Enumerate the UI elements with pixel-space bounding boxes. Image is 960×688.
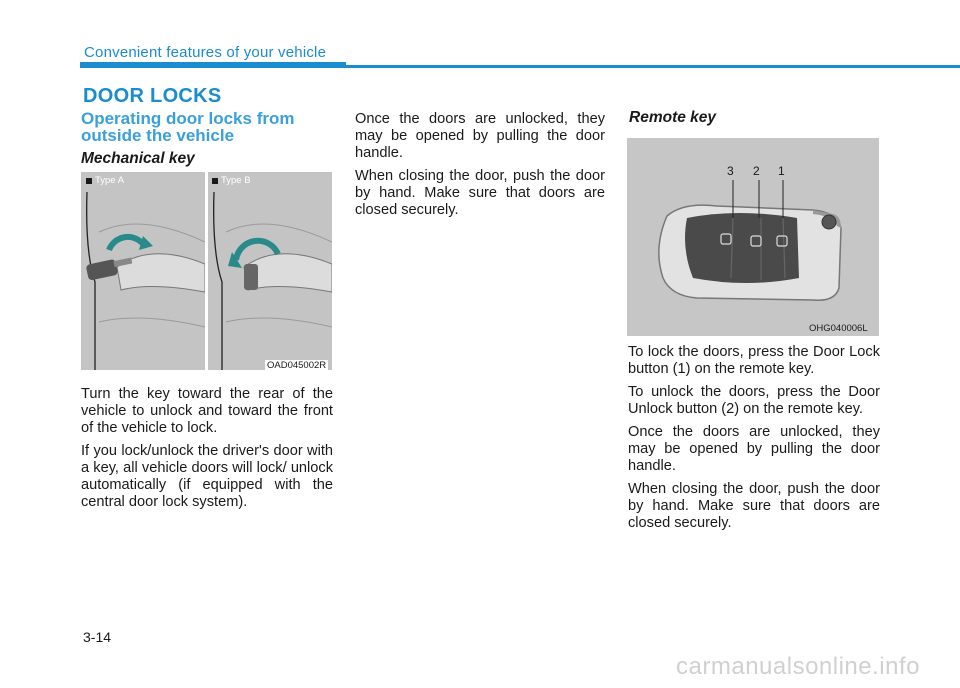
paragraph: To lock the doors, press the Door Lock button (1) on the remote key. [628,344,880,377]
callout-2: 2 [753,164,760,178]
paragraph: Turn the key toward the rear of the vehicle to unlock and toward the front of the vehicle to lock. [81,386,333,436]
paragraph: When closing the door, push the door by hand. Make sure that doors are closed securely. [355,168,605,218]
page-number: 3-14 [83,629,112,645]
door-handle-illustration-b [208,172,332,370]
section-heading: Operating door locks from outside the vehicle [81,109,295,145]
label-bullet-icon [86,178,92,184]
figure-code-mechanical: OAD045002R [267,360,327,371]
page-title: DOOR LOCKS [83,85,222,107]
paragraph: Once the doors are unlocked, they may be opened by pulling the door handle. [628,424,880,474]
header-rule [80,65,960,68]
door-handle-illustration-a [81,172,205,370]
section-header: Convenient features of your vehicle [84,44,327,61]
label-bullet-icon [212,178,218,184]
middle-body-text [355,111,605,225]
right-body-text [628,344,880,538]
figure-label-type-b-text: Type B [221,175,251,186]
remote-key-heading: Remote key [629,109,717,126]
paragraph: If you lock/unlock the driver's door with a key, all vehicle doors will lock/ unlock automatically (if equipped with the central door lock system). [81,443,333,510]
left-body-text [81,386,333,517]
paragraph: When closing the door, push the door by hand. Make sure that doors are closed securely. [628,481,880,531]
door-handle-figure-type-a [81,172,205,370]
callout-3: 3 [727,164,734,178]
figure-code-remote: OHG040006L [809,323,868,334]
callout-1: 1 [778,164,785,178]
watermark[interactable]: carmanualsonline.info [676,653,920,680]
figure-label-type-a [86,175,124,186]
paragraph: To unlock the doors, press the Door Unlock button (2) on the remote key. [628,384,880,417]
figure-label-type-a-text: Type A [95,175,125,186]
figure-label-type-b [212,175,251,186]
door-handle-figure-type-b [208,172,332,370]
mechanical-key-heading: Mechanical key [81,150,195,167]
paragraph: Once the doors are unlocked, they may be opened by pulling the door handle. [355,111,605,161]
